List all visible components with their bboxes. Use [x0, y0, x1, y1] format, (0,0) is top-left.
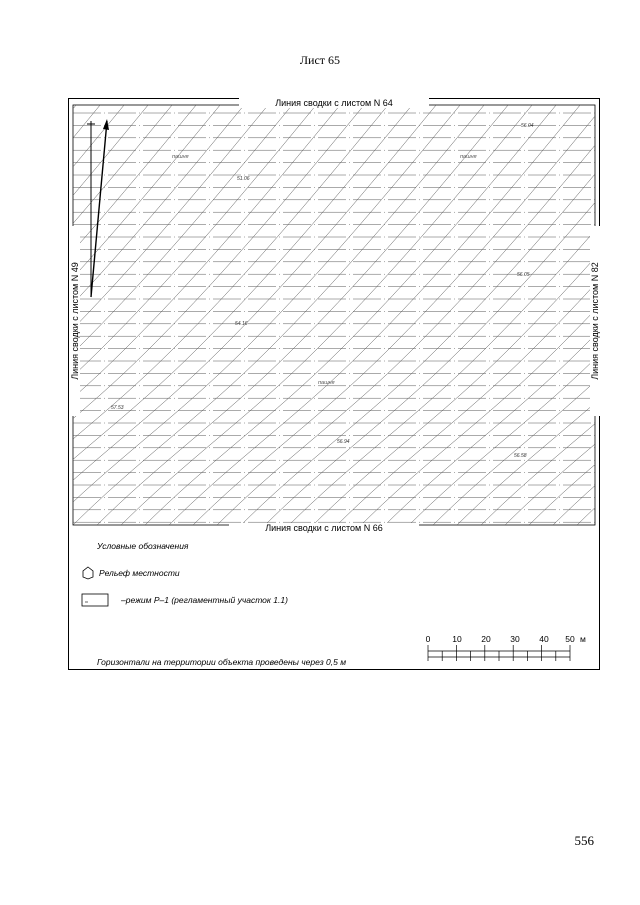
contour-line — [381, 99, 599, 529]
edge-label-top: Линия сводки с листом N 64 — [239, 98, 429, 108]
contour-line — [525, 99, 599, 529]
sheet-title: Лист 65 — [299, 53, 341, 67]
edge-label-right: Линия сводки с листом N 82 — [590, 226, 600, 416]
scale-tick-label: 40 — [539, 634, 549, 644]
elevation-label: 56.58 — [514, 453, 527, 459]
contour-line — [237, 99, 599, 529]
contour-line — [69, 99, 417, 529]
scale-tick-label: 10 — [452, 634, 462, 644]
legend-zone — [81, 593, 288, 607]
elevation-label: 51.06 — [237, 176, 250, 182]
contour-line — [69, 99, 369, 529]
contour-line — [189, 99, 599, 529]
scale-tick-label: 30 — [510, 634, 520, 644]
legend-zone-label: –режим Р–1 (регламентный участок 1.1) — [121, 595, 288, 605]
edge-label-bottom: Линия сводки с листом N 66 — [229, 523, 419, 533]
arable-label: пашня — [318, 380, 335, 386]
scale-tick-label: 0 — [425, 634, 431, 644]
contour-line — [261, 99, 599, 529]
contour-line — [69, 99, 177, 529]
arable-land-marks — [172, 154, 477, 386]
map-drawing[interactable] — [69, 99, 599, 529]
elevation-label: 56.04 — [521, 123, 534, 129]
contour-note: Горизонтали на территории объекта проведены через 0,5 м — [97, 657, 347, 667]
scale-unit: м — [580, 634, 586, 644]
page-number: 556 — [574, 833, 594, 848]
legend-title: Условные обозначения — [97, 541, 189, 551]
scale-graphic — [424, 645, 574, 663]
legend-relief — [81, 566, 180, 580]
relief-icon — [81, 566, 95, 580]
contour-line — [69, 99, 225, 529]
contour-line — [333, 99, 599, 529]
contour-line — [405, 99, 599, 529]
contour-line — [69, 99, 465, 529]
scale-tick-label: 20 — [481, 634, 491, 644]
legend-relief-label: Рельеф местности — [99, 568, 180, 578]
arable-label: пашня — [460, 154, 477, 160]
edge-label-left: Линия сводки с листом N 49 — [70, 226, 80, 416]
scale-tick-label: 50 — [565, 634, 575, 644]
elevation-label: 57.53 — [111, 405, 124, 411]
contour-line — [285, 99, 599, 529]
elevation-label: 54.16 — [235, 321, 248, 327]
elevation-marks — [111, 123, 534, 459]
zone-grid — [73, 113, 595, 522]
map-frame — [68, 98, 600, 670]
contour-line — [501, 99, 599, 529]
arable-label: пашня — [172, 154, 189, 160]
zone-swatch-icon — [81, 593, 109, 607]
elevation-label: 56.05 — [517, 272, 530, 278]
contour-lines — [69, 99, 599, 529]
elevation-label: 56.94 — [337, 439, 350, 445]
contour-line — [213, 99, 599, 529]
scale-bar — [424, 634, 584, 664]
contour-line — [429, 99, 599, 529]
contour-line — [357, 99, 599, 529]
contour-line — [69, 99, 441, 529]
